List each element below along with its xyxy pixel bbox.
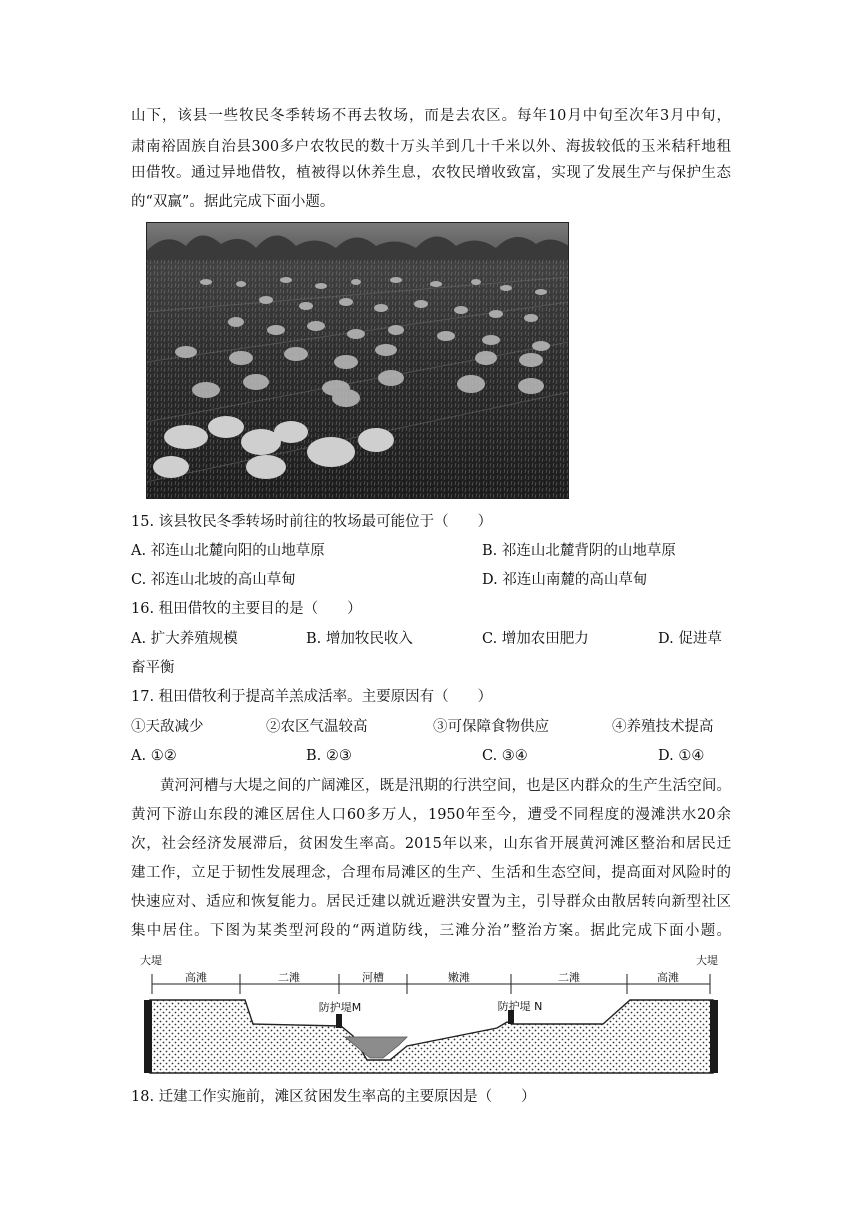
levee-m-label: 防护堤M [318,1001,362,1014]
q17-option-d: D. ①④ [658,748,705,764]
q17-statement-3: ③可保障食物供应 [433,719,549,735]
q17-statement-1: ①天敌减少 [131,719,204,735]
intro2-text-line: 次，社会经济发展滞后，贫困发生率高。2015年以来，山东省开展黄河滩区整治和居民迁 [131,836,731,852]
levee-m [336,1014,342,1028]
river-cross-section-diagram [135,948,727,1078]
intro2-text-line: 建工作，立足于韧性发展理念，合理布局滩区的生产、生活和生态空间，提高面对风险时的 [131,865,731,881]
zone-label: 嫩滩 [448,971,470,984]
question-17-stem: 17. 租田借牧利于提高羊羔成活率。主要原因有（ ） [131,689,493,705]
q16-option-a: A. 扩大养殖规模 [131,631,238,647]
intro-text-line: 田借牧。通过异地借牧，植被得以休养生息，农牧民增收致富，实现了发展生产与保护生态 [131,165,731,181]
dike-left-label: 大堤 [140,954,162,967]
q16-option-d-continued: 畜平衡 [131,660,175,676]
intro-text-line: 的“双赢”。据此完成下面小题。 [131,194,335,210]
zone-label: 高滩 [657,971,679,984]
q16-option-b: B. 增加牧民收入 [306,631,413,647]
q15-option-b: B. 祁连山北麓背阴的山地草原 [482,543,676,559]
left-dike [144,1000,152,1073]
zone-label: 河槽 [362,971,384,984]
zone-label: 二滩 [558,971,580,984]
intro2-text-line: 集中居住。下图为某类型河段的“两道防线，三滩分治”整治方案。据此完成下面小题。 [131,923,731,939]
q17-statement-4: ④养殖技术提高 [612,719,714,735]
q16-option-d: D. 促进草 [658,631,722,647]
dike-right-label: 大堤 [696,954,718,967]
zone-label: 二滩 [278,971,300,984]
q17-option-c: C. ③④ [482,748,528,764]
intro2-text-line: 快速应对、适应和恢复能力。居民迁建以就近避洪安置为主，引导群众由散居转向新型社区 [131,894,731,910]
question-18-stem: 18. 迁建工作实施前，滩区贫困发生率高的主要原因是（ ） [131,1089,536,1105]
levee-n-label: 防护堤 N [497,1000,543,1013]
zone-label: 高滩 [185,971,207,984]
intro2-text-line: 黄河河槽与大堤之间的广阔滩区，既是汛期的行洪空间，也是区内群众的生产生活空间。 [160,778,731,794]
q17-option-b: B. ②③ [306,748,352,764]
sheep-grazing-photo [146,222,569,499]
q15-option-a: A. 祁连山北麓向阳的山地草原 [131,543,325,559]
intro-text-line: 山下，该县一些牧民冬季转场不再去牧场，而是去农区。每年10月中旬至次年3月中旬， [131,108,731,124]
question-15-stem: 15. 该县牧民冬季转场时前往的牧场最可能位于（ ） [131,514,493,530]
q16-option-c: C. 增加农田肥力 [482,631,589,647]
intro-text-line: 肃南裕固族自治县300多户农牧民的数十万头羊到几十千米以外、海拔较低的玉米秸秆地租 [131,139,731,155]
q17-statement-2: ②农区气温较高 [266,719,368,735]
q15-option-d: D. 祁连山南麓的高山草甸 [482,572,648,588]
q17-option-a: A. ①② [131,748,177,764]
intro2-text-line: 黄河下游山东段的滩区居住人口60多万人，1950年至今，遭受不同程度的漫滩洪水20余 [131,807,731,823]
right-dike [710,1000,718,1073]
q15-option-c: C. 祁连山北坡的高山草甸 [131,572,296,588]
ground-profile [150,1000,713,1073]
question-16-stem: 16. 租田借牧的主要目的是（ ） [131,601,362,617]
